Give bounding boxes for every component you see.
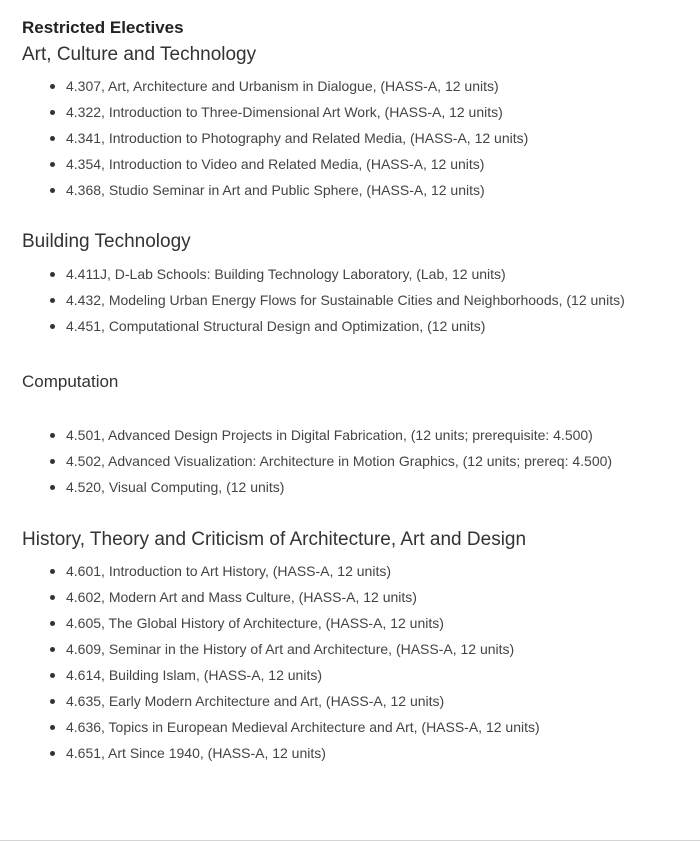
bullet-icon <box>50 324 55 329</box>
course-list-building-technology <box>22 261 682 339</box>
bullet-icon <box>50 699 55 704</box>
course-text: 4.601, Introduction to Art History, (HASS-A, 12 units) <box>66 563 391 579</box>
list-item <box>22 662 682 688</box>
course-text: 4.411J, D-Lab Schools: Building Technology Laboratory, (Lab, 12 units) <box>66 266 506 282</box>
course-list-act <box>22 73 682 203</box>
list-item <box>22 99 682 125</box>
list-item <box>22 610 682 636</box>
course-text: 4.368, Studio Seminar in Art and Public Sphere, (HASS-A, 12 units) <box>66 182 485 198</box>
bullet-icon <box>50 751 55 756</box>
course-text: 4.354, Introduction to Video and Related Media, (HASS-A, 12 units) <box>66 156 485 172</box>
bullet-icon <box>50 595 55 600</box>
list-item <box>22 636 682 662</box>
course-text: 4.614, Building Islam, (HASS-A, 12 units) <box>66 667 323 683</box>
course-text: 4.502, Advanced Visualization: Architecture in Motion Graphics, (12 units; prereq: 4.500) <box>66 453 613 469</box>
bullet-icon <box>50 298 55 303</box>
bullet-icon <box>50 136 55 141</box>
bullet-icon <box>50 162 55 167</box>
list-item <box>22 313 682 339</box>
list-item <box>22 422 682 448</box>
bullet-icon <box>50 621 55 626</box>
page-title: Restricted Electives <box>22 18 184 37</box>
bullet-icon <box>50 673 55 678</box>
course-text: 4.609, Seminar in the History of Art and Architecture, (HASS-A, 12 units) <box>66 641 515 657</box>
list-item <box>22 73 682 99</box>
course-text: 4.451, Computational Structural Design and Optimization, (12 units) <box>66 318 486 334</box>
course-text: 4.520, Visual Computing, (12 units) <box>66 479 285 495</box>
section-heading-building-technology: Building Technology <box>22 231 191 252</box>
bullet-icon <box>50 569 55 574</box>
course-text: 4.635, Early Modern Architecture and Art, (HASS-A, 12 units) <box>66 693 445 709</box>
list-item <box>22 125 682 151</box>
bullet-icon <box>50 188 55 193</box>
bullet-icon <box>50 272 55 277</box>
course-text: 4.605, The Global History of Architecture, (HASS-A, 12 units) <box>66 615 444 631</box>
course-text: 4.501, Advanced Design Projects in Digital Fabrication, (12 units; prerequisite: 4.500) <box>66 427 593 443</box>
course-text: 4.341, Introduction to Photography and Related Media, (HASS-A, 12 units) <box>66 130 529 146</box>
list-item <box>22 448 682 474</box>
course-text: 4.602, Modern Art and Mass Culture, (HASS-A, 12 units) <box>66 589 417 605</box>
section-heading-computation: Computation <box>22 372 119 391</box>
bullet-icon <box>50 459 55 464</box>
bullet-icon <box>50 433 55 438</box>
course-text: 4.307, Art, Architecture and Urbanism in Dialogue, (HASS-A, 12 units) <box>66 78 499 94</box>
content-area <box>22 17 682 766</box>
bullet-icon <box>50 647 55 652</box>
course-list-computation <box>22 422 682 500</box>
bullet-icon <box>50 485 55 490</box>
section-heading-act: Art, Culture and Technology <box>22 44 257 65</box>
list-item <box>22 474 682 500</box>
bullet-icon <box>50 84 55 89</box>
list-item <box>22 740 682 766</box>
list-item <box>22 261 682 287</box>
list-item <box>22 151 682 177</box>
course-list-htc <box>22 558 682 766</box>
course-text: 4.432, Modeling Urban Energy Flows for Sustainable Cities and Neighborhoods, (12 units) <box>66 292 625 308</box>
course-text: 4.651, Art Since 1940, (HASS-A, 12 units) <box>66 745 326 761</box>
list-item <box>22 287 682 313</box>
list-item <box>22 688 682 714</box>
list-item <box>22 584 682 610</box>
bullet-icon <box>50 725 55 730</box>
list-item <box>22 177 682 203</box>
section-heading-htc: History, Theory and Criticism of Architecture, Art and Design <box>22 529 527 550</box>
list-item <box>22 714 682 740</box>
list-item <box>22 558 682 584</box>
bullet-icon <box>50 110 55 115</box>
course-text: 4.322, Introduction to Three-Dimensional Art Work, (HASS-A, 12 units) <box>66 104 503 120</box>
course-text: 4.636, Topics in European Medieval Architecture and Art, (HASS-A, 12 units) <box>66 719 540 735</box>
